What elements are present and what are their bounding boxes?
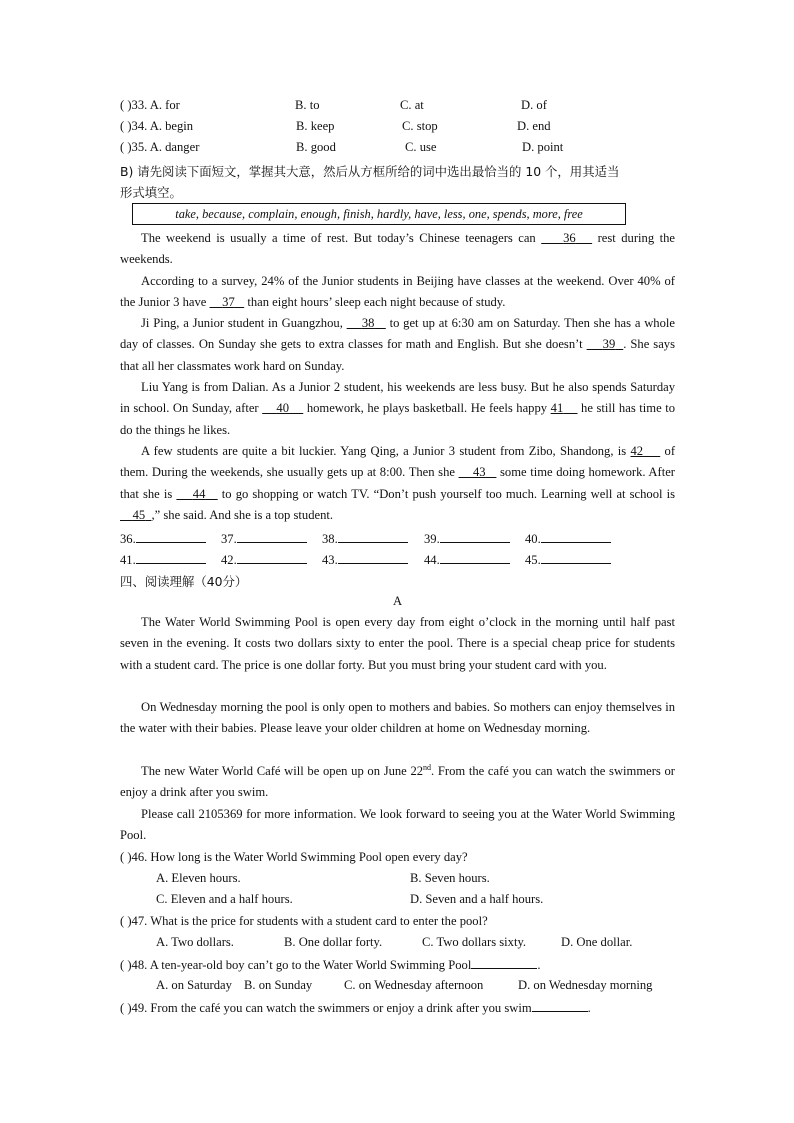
answer-number: 44. — [424, 553, 440, 567]
passage-b-paragraph-2 — [120, 271, 675, 314]
blank-39[interactable] — [587, 337, 624, 351]
mc-question-stem: ( )35. A. danger — [120, 140, 200, 154]
passage-a-paragraph-4: Please call 2105369 for more information. We look forward to seeing you at the Water World Swimming Pool. — [120, 807, 675, 843]
answer-blank[interactable] — [532, 999, 588, 1012]
paragraph-text: homework, he plays basketball. He feels happy — [306, 401, 548, 416]
question-text: ( )49. From the café you can watch the swimmers or enjoy a drink after you swim — [120, 1001, 532, 1015]
mc-option-b: B. keep — [296, 119, 335, 133]
blank-37[interactable] — [210, 295, 245, 309]
blank-number: 40 — [276, 401, 290, 416]
blank-number: 45 — [132, 508, 146, 523]
answer-number: 36. — [120, 532, 136, 546]
paragraph-text: some time doing homework. After that she is — [120, 465, 675, 501]
passage-a-paragraph-1: The Water World Swimming Pool is open every day from eight o’clock in the morning until half past seven in the evening. It costs two dollars sixty to enter the pool. There is a special cheap price for students with a student card. The price is one dollar forty. But you must bring your student card with you. — [120, 615, 675, 672]
answer-line-41[interactable] — [120, 551, 206, 568]
blank-38[interactable] — [347, 316, 386, 330]
section-4-heading: 四、阅读理解（40分） — [120, 574, 248, 589]
blank-number: 43 — [473, 465, 486, 480]
blank-number: 42 — [630, 444, 644, 458]
answer-line-40[interactable] — [525, 530, 611, 547]
paragraph-text: . From the café you can watch the swimmers or enjoy a drink after you swim. — [120, 764, 675, 800]
blank-42[interactable] — [630, 444, 660, 458]
paragraph-text: Ji Ping, a Junior student in Guangzhou, — [141, 316, 343, 330]
option-47a[interactable]: A. Two dollars. — [156, 935, 234, 949]
answer-line-45[interactable] — [525, 551, 611, 568]
answer-line-43[interactable] — [322, 551, 408, 568]
blank-43[interactable] — [459, 465, 497, 479]
period: . — [537, 958, 541, 972]
passage-b-paragraph-5 — [120, 441, 675, 527]
answer-number: 40. — [525, 532, 541, 546]
blank-44[interactable] — [176, 487, 217, 501]
paragraph-text: The weekend is usually a time of rest. But today’s Chinese teenagers can — [141, 231, 536, 245]
period: . — [587, 1001, 591, 1015]
passage-a-paragraph-2: On Wednesday morning the pool is only open to mothers and babies. So mothers can enjoy themselves in the water with their babies. Please leave your older children at home on Wednesday morning. — [120, 700, 675, 736]
answer-number: 39. — [424, 532, 440, 546]
option-48d[interactable]: D. on Wednesday morning — [518, 978, 653, 992]
passage-b-paragraph-3 — [120, 313, 675, 377]
passage-b-paragraph-4 — [120, 377, 675, 441]
blank-45[interactable] — [120, 508, 151, 522]
answer-number: 37. — [221, 532, 237, 546]
mc-option-c: C. at — [400, 98, 424, 112]
paragraph-text: to go shopping or watch TV. “Don’t push yourself too much. Learning well at school is — [221, 486, 676, 501]
paragraph-text: to get up at 6:30 am on Saturday. Then she has a whole day of classes. On Sunday she gets to extra classes for math and English. But she doesn’t — [120, 316, 675, 352]
answer-line-44[interactable] — [424, 551, 510, 568]
option-48a[interactable]: A. on Saturday — [156, 978, 232, 992]
blank-41[interactable] — [551, 401, 578, 415]
option-46d[interactable]: D. Seven and a half hours. — [410, 892, 544, 906]
paragraph-text: he still has time to do the things he likes. — [120, 401, 676, 437]
option-46c[interactable]: C. Eleven and a half hours. — [156, 892, 293, 906]
question-46: ( )46. How long is the Water World Swimming Pool open every day? — [120, 850, 468, 864]
paragraph-text: . She says that all her classmates work hard on Sunday. — [120, 337, 675, 373]
mc-question-stem: ( )34. A. begin — [120, 119, 194, 133]
answer-number: 45. — [525, 553, 541, 567]
mc-option-b: B. to — [295, 98, 320, 112]
paragraph-text: A few students are quite a bit luckier. Yang Qing, a Junior 3 student from Zibo, Shandong, is — [141, 444, 627, 458]
answer-line-39[interactable] — [424, 530, 510, 547]
paragraph-text: than eight hours’ sleep each night because of study. — [247, 295, 506, 310]
ordinal-suffix: nd — [423, 762, 432, 772]
paragraph-text: Liu Yang is from Dalian. As a Junior 2 student, his weekends are less busy. But he also spends Saturday in school. On Sunday, after — [120, 380, 675, 416]
answer-number: 42. — [221, 553, 237, 567]
question-49 — [120, 999, 591, 1016]
answer-blank[interactable] — [471, 956, 537, 969]
word-bank-box: take, because, complain, enough, finish, hardly, have, less, one, spends, more, free — [132, 203, 626, 225]
option-46a[interactable]: A. Eleven hours. — [156, 871, 241, 885]
passage-b-paragraph-1 — [120, 228, 675, 271]
question-text: ( )48. A ten-year-old boy can’t go to the Water World Swimming Pool — [120, 958, 472, 972]
option-47d[interactable]: D. One dollar. — [561, 935, 633, 949]
answer-line-38[interactable] — [322, 530, 408, 547]
blank-36[interactable] — [541, 231, 592, 245]
paragraph-text: rest during the weekends. — [120, 231, 676, 267]
blank-number: 36 — [563, 231, 576, 245]
answer-line-42[interactable] — [221, 551, 307, 568]
blank-number: 39 — [602, 337, 616, 352]
answer-number: 43. — [322, 553, 338, 567]
option-48c[interactable]: C. on Wednesday afternoon — [344, 978, 484, 992]
option-47b[interactable]: B. One dollar forty. — [284, 935, 383, 949]
paragraph-text: ,” she said. And she is a top student. — [151, 508, 334, 523]
option-47c[interactable]: C. Two dollars sixty. — [422, 935, 527, 949]
passage-a-label: A — [392, 594, 403, 608]
option-46b[interactable]: B. Seven hours. — [410, 871, 490, 885]
question-48 — [120, 956, 541, 973]
section-b-instruction-cont: 形式填空。 — [120, 185, 182, 200]
answer-line-36[interactable] — [120, 530, 206, 547]
question-47: ( )47. What is the price for students with a student card to enter the pool? — [120, 914, 488, 928]
blank-number: 44 — [192, 486, 206, 501]
mc-option-d: D. point — [522, 140, 564, 154]
mc-option-b: B. good — [296, 140, 336, 154]
paragraph-text: of them. During the weekends, she usually gets up at 8:00. Then she — [120, 444, 676, 480]
blank-number: 38 — [361, 316, 375, 330]
section-b-instruction: B) 请先阅读下面短文，掌握其大意，然后从方框所给的词中选出最恰当的 10 个，用其适当 — [120, 164, 620, 179]
option-48b[interactable]: B. on Sunday — [244, 978, 313, 992]
paragraph-text: The new Water World Café will be open up on June 22 — [141, 764, 424, 778]
mc-option-c: C. stop — [402, 119, 438, 133]
answer-number: 38. — [322, 532, 338, 546]
blank-number: 41 — [550, 401, 564, 416]
answer-line-37[interactable] — [221, 530, 307, 547]
mc-option-c: C. use — [405, 140, 437, 154]
mc-option-d: D. end — [517, 119, 551, 133]
paragraph-text: According to a survey, 24% of the Junior students in Beijing have classes at the weekend. Over 40% of the Junior 3 have — [120, 274, 675, 310]
blank-number: 37 — [222, 295, 235, 310]
mc-option-d: D. of — [521, 98, 547, 112]
passage-a-paragraph-3 — [120, 761, 675, 804]
answer-number: 41. — [120, 553, 136, 567]
mc-question-stem: ( )33. A. for — [120, 98, 180, 112]
blank-40[interactable] — [262, 401, 303, 415]
